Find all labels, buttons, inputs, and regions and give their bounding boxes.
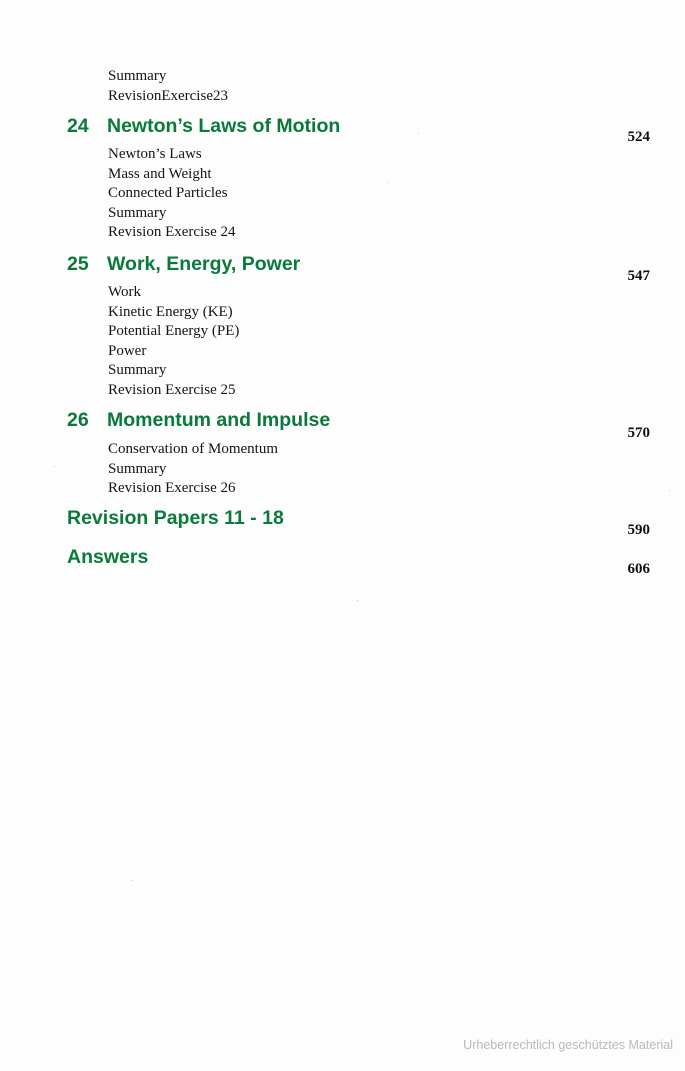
- scan-speck: [54, 466, 55, 467]
- revision-papers-heading[interactable]: Revision Papers 11 - 18: [67, 507, 284, 529]
- toc-subitem[interactable]: Newton’s Laws: [108, 146, 202, 162]
- chapter-number: 24: [67, 115, 89, 137]
- chapter-page-number: 570: [627, 425, 650, 441]
- toc-subitem[interactable]: Connected Particles: [108, 185, 228, 202]
- toc-subitem[interactable]: Kinetic Energy (KE): [108, 303, 233, 320]
- scan-speck: [131, 880, 132, 881]
- scan-speck: [357, 600, 358, 601]
- toc-subitem[interactable]: Revision Exercise 24: [108, 224, 236, 241]
- chapter-number: 25: [67, 253, 89, 275]
- toc-subitem[interactable]: Conservation of Momentum: [108, 441, 278, 457]
- toc-subitem[interactable]: Summary: [108, 204, 167, 221]
- previous-chapter-items: [108, 67, 228, 106]
- toc-subitem[interactable]: Potential Energy (PE): [108, 323, 240, 340]
- scan-speck: [669, 490, 670, 491]
- section-page-number: 606: [627, 561, 650, 577]
- chapter-title: Newton’s Laws of Motion: [107, 115, 341, 137]
- chapter-title: Momentum and Impulse: [107, 409, 331, 431]
- toc-subitem[interactable]: Work: [108, 284, 141, 300]
- chapter-title: Work, Energy, Power: [107, 253, 301, 275]
- chapter-page-number: 524: [627, 129, 650, 145]
- section-page-number: 590: [627, 522, 650, 538]
- toc-subitem[interactable]: Revision Exercise 25: [108, 381, 236, 398]
- chapter-25-items: [108, 283, 239, 401]
- copyright-watermark: Urheberrechtlich geschütztes Material: [463, 1038, 673, 1052]
- chapter-number: 26: [67, 409, 89, 431]
- chapter-page-number: 547: [627, 268, 650, 284]
- answers-heading[interactable]: Answers: [67, 546, 149, 568]
- toc-subitem[interactable]: Mass and Weight: [108, 165, 212, 182]
- toc-subitem[interactable]: Power: [108, 342, 147, 359]
- chapter-24-items: [108, 145, 235, 243]
- toc-subitem[interactable]: Summary: [108, 362, 167, 379]
- scan-speck: [388, 182, 389, 183]
- toc-subitem[interactable]: Summary: [108, 68, 167, 84]
- toc-subitem[interactable]: Summary: [108, 460, 167, 477]
- scan-speck: [418, 133, 419, 134]
- toc-subitem[interactable]: Revision Exercise 26: [108, 480, 236, 497]
- toc-subitem[interactable]: RevisionExercise23: [108, 87, 228, 104]
- chapter-26-items: [108, 440, 278, 499]
